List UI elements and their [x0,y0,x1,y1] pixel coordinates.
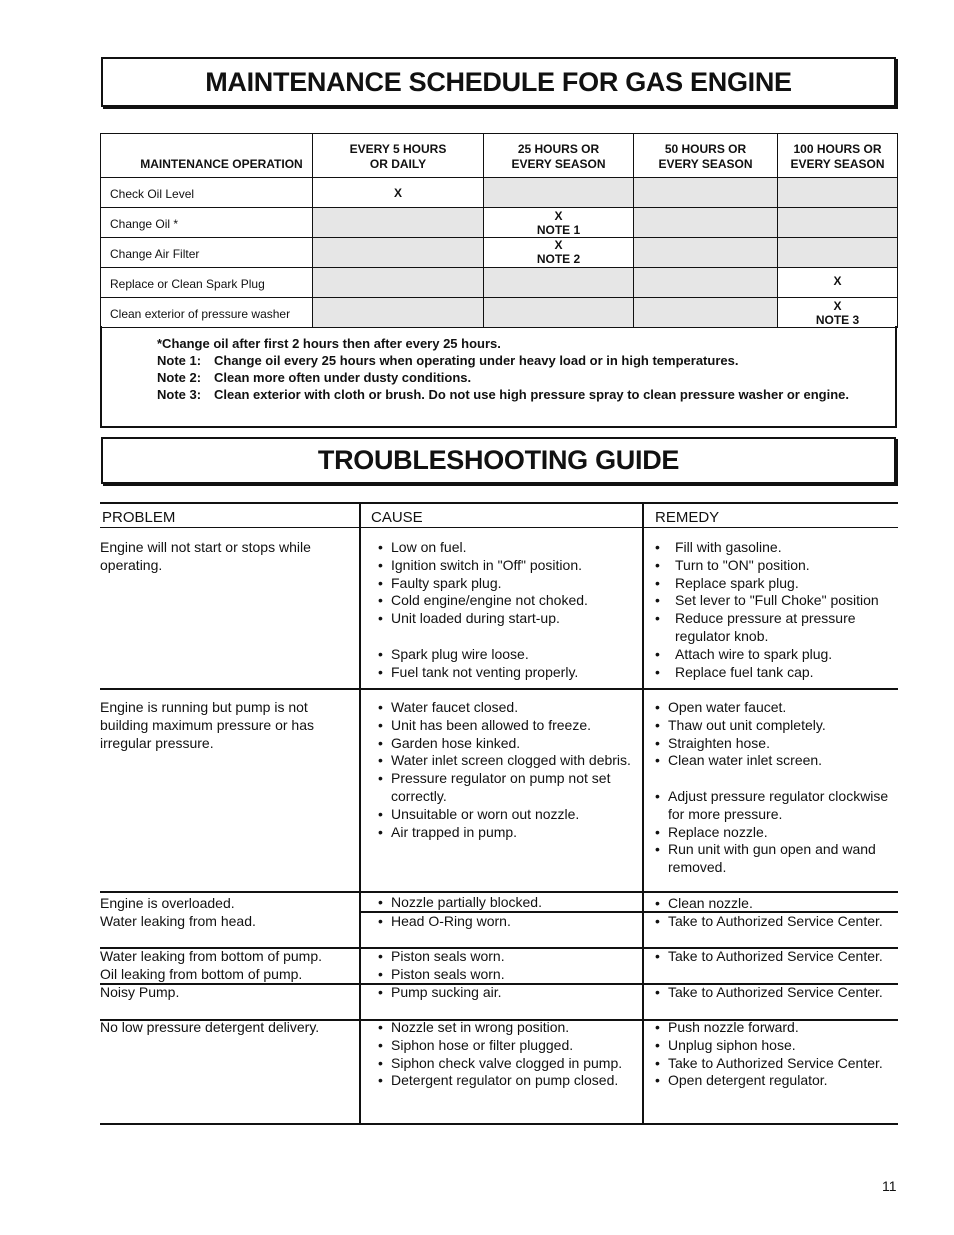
list-item: • Run unit with gun open and wand removed. [655,841,895,877]
schedule-mark: X NOTE 3 [778,298,898,328]
header-50-hours: 50 HOURS OR EVERY SEASON [634,134,778,178]
list-item: • Unplug siphon hose. [655,1037,895,1055]
list-item: • Clean water inlet screen. [655,752,895,770]
list-item: • Replace fuel tank cap. [655,664,895,682]
list-item: • Take to Authorized Service Center. [655,948,895,966]
remedy-list [655,699,895,877]
list-item: • Unsuitable or worn out nozzle. [378,806,638,824]
remedy-list [655,895,895,913]
list-gap [378,628,638,646]
list-item: • Thaw out unit completely. [655,717,895,735]
list-item: • Clean nozzle. [655,895,895,913]
maintenance-row [101,178,898,208]
list-item: • Open detergent regulator. [655,1072,895,1090]
list-item: • Straighten hose. [655,735,895,753]
header-remedy: REMEDY [655,509,720,526]
list-item: • Water inlet screen clogged with debris. [378,752,638,770]
list-item: • Unit has been allowed to freeze. [378,717,638,735]
problem-text: No low pressure detergent delivery. [100,1019,320,1035]
list-item: • Garden hose kinked. [378,735,638,753]
list-item: • Air trapped in pump. [378,824,638,842]
remedy-list [655,948,895,966]
note-2: Note 2: Clean more often under dusty conditions. [157,370,472,385]
list-gap [655,770,895,788]
problem-text: Water leaking from bottom of pump. [100,948,323,964]
list-item: • Water faucet closed. [378,699,638,717]
maintenance-row [101,298,898,328]
header-100-hours: 100 HOURS OR EVERY SEASON [778,134,898,178]
maintenance-row [101,208,898,238]
list-item: • Piston seals worn. [378,966,638,984]
list-item: • Cold engine/engine not choked. [378,592,638,610]
maintenance-header-row [101,134,898,178]
list-item: • Pressure regulator on pump not set correctly. [378,770,638,806]
list-item: • Piston seals worn. [378,948,638,966]
list-item: • Fuel tank not venting properly. [378,664,638,682]
list-item: • Unit loaded during start-up. [378,610,638,628]
list-item: • Attach wire to spark plug. [655,646,895,664]
list-item: • Nozzle set in wrong position. [378,1019,638,1037]
list-item: • Fill with gasoline. [655,539,895,557]
problem-text: Engine will not start or stops while operating. [100,539,311,573]
operation-label: Replace or Clean Spark Plug [101,268,313,298]
cause-list [378,1019,638,1090]
list-item: • Ignition switch in "Off" position. [378,557,638,575]
list-item: • Adjust pressure regulator clockwise for more pressure. [655,788,895,824]
list-item: • Pump sucking air. [378,984,638,1002]
list-item: • Turn to "ON" position. [655,557,895,575]
troubleshooting-header-row [100,502,898,528]
list-item: • Replace spark plug. [655,575,895,593]
operation-label: Clean exterior of pressure washer [101,298,313,328]
operation-label: Change Air Filter [101,238,313,268]
operation-label: Change Oil * [101,208,313,238]
list-item: • Take to Authorized Service Center. [655,1055,895,1073]
cause-list [378,913,638,931]
maintenance-row [101,268,898,298]
list-item: • Reduce pressure at pressure regulator knob. [655,610,895,646]
problem-text: Engine is overloaded. [100,895,235,911]
schedule-mark: X [778,268,898,298]
list-item: • Push nozzle forward. [655,1019,895,1037]
maintenance-table [100,133,898,328]
list-item: • Replace nozzle. [655,824,895,842]
problem-text: Oil leaking from bottom of pump. [100,966,303,982]
header-cause: CAUSE [371,509,423,526]
note-1: Note 1: Change oil every 25 hours when operating under heavy load or in high temperatures. [157,353,739,368]
remedy-list [655,913,895,931]
problem-text: Noisy Pump. [100,984,180,1000]
schedule-mark: X NOTE 2 [484,238,634,268]
list-item: • Detergent regulator on pump closed. [378,1072,638,1090]
operation-label: Check Oil Level [101,178,313,208]
list-item: • Low on fuel. [378,539,638,557]
list-item: • Take to Authorized Service Center. [655,984,895,1002]
maintenance-title: MAINTENANCE SCHEDULE FOR GAS ENGINE [101,57,896,107]
list-item: • Head O-Ring worn. [378,913,638,931]
remedy-list [655,1019,895,1090]
problem-text: Water leaking from head. [100,913,256,929]
list-item: • Spark plug wire loose. [378,646,638,664]
remedy-list [655,539,895,681]
cause-list [378,699,638,841]
maintenance-row [101,238,898,268]
note-star: *Change oil after first 2 hours then after every 25 hours. [157,336,501,351]
troubleshooting-title: TROUBLESHOOTING GUIDE [101,437,896,484]
cause-list [378,894,638,912]
list-item: • Faulty spark plug. [378,575,638,593]
maintenance-notes [100,326,897,428]
note-3: Note 3: Clean exterior with cloth or brush. Do not use high pressure spray to clean pressure washer or engine. [157,387,849,402]
header-every-5-hours: EVERY 5 HOURS OR DAILY [313,134,484,178]
list-item: • Siphon hose or filter plugged. [378,1037,638,1055]
remedy-list [655,984,895,1002]
cause-list [378,539,638,681]
cause-list [378,948,638,984]
problem-text: Engine is running but pump is not building maximum pressure or has irregular pressure. [100,699,314,751]
list-item: • Siphon check valve clogged in pump. [378,1055,638,1073]
cause-list [378,984,638,1002]
page-number: 11 [882,1178,897,1194]
list-item: • Open water faucet. [655,699,895,717]
list-item: • Nozzle partially blocked. [378,894,638,912]
header-operation: MAINTENANCE OPERATION [101,134,313,178]
header-problem: PROBLEM [102,509,176,526]
list-item: • Take to Authorized Service Center. [655,913,895,931]
list-item: • Set lever to "Full Choke" position [655,592,895,610]
header-25-hours: 25 HOURS OR EVERY SEASON [484,134,634,178]
schedule-mark: X NOTE 1 [484,208,634,238]
schedule-mark: X [313,178,484,208]
